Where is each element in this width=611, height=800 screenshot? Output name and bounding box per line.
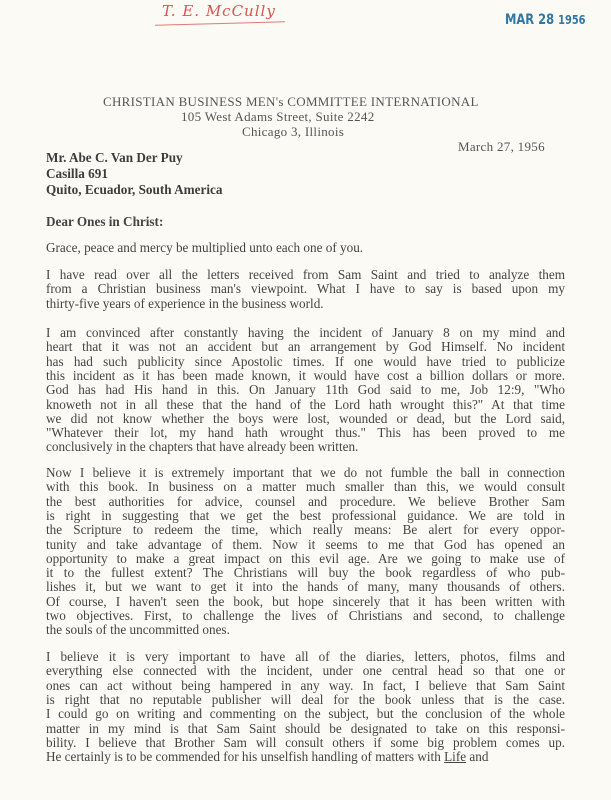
paragraph-2-line: I am convinced after constantly having the incident of January 8 on my mind and (46, 325, 565, 340)
paragraph-3-line: the best authorities for advice, counsel and procedure. We believe Brother Sam (46, 493, 565, 509)
paragraph-1-line: thirty-five years of experience in the business world. (46, 295, 324, 311)
paragraph-2-line: we did not know whether the boys were lost, wounded or dead, but the Lord said, (46, 410, 565, 426)
handwritten-underline (155, 21, 285, 25)
greeting: Grace, peace and mercy be multiplied unto each one of you. (46, 240, 364, 255)
paragraph-3-line: it to the fullest extent? The Christians will buy the book regardless of who pub- (46, 565, 565, 581)
recipient-line: Quito, Ecuador, South America (46, 182, 223, 197)
paragraph-3-line: the souls of the uncommitted ones. (46, 622, 230, 638)
paragraph-2-line: conclusively in the chapters that have already been written. (46, 439, 359, 455)
paragraph-3-line: tunity and take advantage of them. Now it seems to me that God has opened an (46, 536, 565, 552)
received-date-stamp (505, 12, 586, 28)
paragraph-2-line: knoweth not in all these that the hand of the Lord hath wrought this?" At that time (46, 396, 565, 412)
recipient-line: Casilla 691 (46, 166, 108, 181)
paragraph-4-line: ones can act without being hampered in any way. In fact, I believe that Sam Saint (46, 677, 565, 693)
paragraph-3-line: Now I believe it is extremely important that we do not fumble the ball in connection (46, 465, 565, 480)
paragraph-3-line: lishes it, but we want to get it into the hands of many, many thousands of others. (46, 579, 565, 595)
paragraph-1-line: from a Christian business man's viewpoint. What I have to say is based upon my (46, 281, 565, 297)
paragraph-4-line: I believe it is very important to have all of the diaries, letters, photos, films and (46, 649, 565, 664)
paragraph-4-line: everything else connected with the incident, under one central head so that one or (46, 663, 565, 679)
letterhead-city: Chicago 3, Illinois (242, 124, 345, 139)
paragraph-3-line: the Scripture to redeem the time, which really means: Be alert for every oppor- (46, 522, 565, 538)
paragraph-3-line: Of course, I haven't seen the book, but hope sincerely that it has been written with (46, 593, 565, 609)
paragraph-2-line: has had such publicity since Apostolic times. If one would have tried to publicize (46, 353, 565, 369)
paragraph-2-line: God has had His hand in this. On January 11th God said to me, Job 12:9, "Who (46, 382, 565, 398)
paragraph-1-line: I have read over all the letters received from Sam Saint and tried to analyze them (46, 267, 565, 282)
paragraph-3-line: two objectives. First, to challenge the lives of Christians and second, to challenge (46, 608, 565, 623)
paragraph-4-line: I could go on writing and commenting on the subject, but the conclusion of the whole (46, 706, 565, 722)
paragraph-3-line: is right in suggesting that we get the best professional guidance. We are told in (46, 507, 565, 523)
paragraph-3-line: opportunity to make a great impact on this evil age. Are we going to make use of (46, 550, 565, 566)
paragraph-4-line: bility. I believe that Brother Sam will consult others if some big problem comes up. (46, 734, 565, 750)
stamp-date: MAR 28 (505, 12, 555, 28)
paragraph-4-line: He certainly is to be commended for his unselfish handling of matters with Life and (46, 749, 489, 765)
paragraph-2-line: this incident as it has been made known, it would have cost a billion dollars or more. (46, 367, 565, 383)
paragraph-4-line: is right that no reputable publisher will deal for the book unless that is the case. (46, 691, 565, 707)
stamp-year: 1956 (558, 13, 586, 27)
salutation: Dear Ones in Christ: (46, 214, 164, 229)
letter-date: March 27, 1956 (458, 139, 545, 154)
paragraph-2-line: heart that it was not an accident but an arrangement by God Himself. No incident (46, 339, 565, 355)
paragraph-3-line: with this book. In business on a matter much smaller than this, we would consult (46, 479, 565, 495)
letterhead-org: CHRISTIAN BUSINESS MEN's COMMITTEE INTERNATIONAL (103, 94, 479, 109)
paragraph-2-line: "Whatever their lot, my hand hath wrought thus." This has been proved to me (46, 425, 565, 441)
handwritten-annotation: T. E. McCully (162, 2, 276, 20)
paragraph-4-line: matter in my mind is that Sam Saint should be designated to take on this responsi- (46, 720, 565, 736)
letterhead-street: 105 West Adams Street, Suite 2242 (181, 109, 375, 124)
recipient-line: Mr. Abe C. Van Der Puy (46, 150, 183, 165)
